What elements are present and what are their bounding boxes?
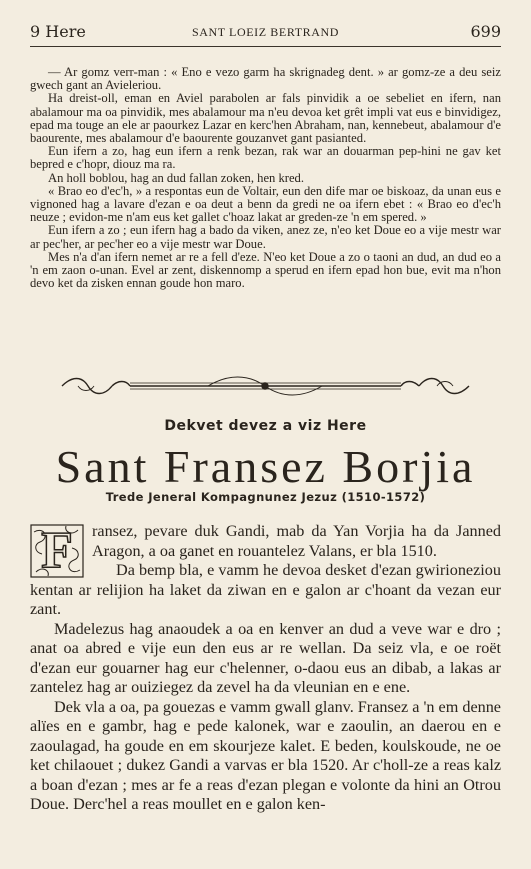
paragraph <box>30 522 501 579</box>
saint-subtitle: Trede Jeneral Kompagnunez Jezuz (1510-1572) <box>105 490 426 504</box>
month-heading: 9 Here <box>30 22 86 41</box>
dropcap <box>30 524 84 578</box>
paragraph: An holl boblou, hag an dud fallan zoken, hen kred. <box>48 170 305 185</box>
paragraph: — Ar gomz verr-man : « Eno e vezo garm ha skrignadeg dent. » ar gomz-ze a deu seiz gwech gant an Avieleriou. <box>30 65 501 93</box>
page-number: 699 <box>470 22 501 41</box>
ornamental-divider <box>58 374 473 398</box>
saint-title: Sant Fransez Borjia <box>55 441 476 492</box>
paragraph: Ha dreist-oll, eman en Aviel parabolen ar fals pinvidik a oe sebeliet en ifern, nan abalamour ma oa pinvidik, mes abalamour ma n'eu devoa ket grêt impli vat eus e binvidigez, epad ma touge an ele ar paourkez Lazar en kerc'hen Abraham, nan, kennebeut, abalamour d'e baourente, mes abalamour d'e baourente gouzanvet gant pasianted. <box>30 91 501 146</box>
header-rule <box>30 46 501 47</box>
paragraph-text: ransez, pevare duk Gandi, mab da Yan Vorjia ha da Janned Aragon, a oa ganet en rouantelez Valans, er bla 1510. <box>92 522 501 560</box>
paragraph: Da bemp bla, e vamm he devoa desket d'ezan gwirioneziou kentan ar relijion ha laket da ziwan en e galon ar c'hoant da vezan eur zant. <box>30 561 501 618</box>
paragraph: « Brao eo d'ec'h, » a respontas eun de Voltair, eun den dife mar oe biskoaz, da unan eus e vignoned hag a lavare d'ezan e oa deut a benn da gredi ne oa ifern ebet : « Brao eo d'ec'h neuze ; evidon-me n'am eus ket gallet c'hoaz lakat ar greden-ze 'n em spered. » <box>30 183 501 225</box>
paragraph: Mes n'a d'an ifern nemet ar re a fell d'eze. N'eo ket Doue a zo o taoni an dud, an dud eo a 'n em zaon o-unan. Evel ar zent, diskennomp a sperud en ifern epad hon bue, evit ma n'hon devo ket da zisken ennan goude hon maro. <box>30 249 501 291</box>
paragraph: Dek vla a oa, pa gouezas e vamm gwall glanv. Fransez a 'n em denne alïes en e gambr, hag e pede kalonek, war e zaoulin, an daerou en e zaoulagad, ha goude en em skourjeze kalet. E beden, koulskoude, ne oe ket chilaouet ; dukez Gandi a varvas er bla 1520. Ar c'holl-ze a reas kalz a boan d'ezan ; mes ar fe a reas d'ezan plegan e volonte da hini an Otrou Doue. Derc'hel a reas moullet en e galon ken- <box>30 697 501 813</box>
article-body <box>30 522 501 815</box>
paragraph: Madelezus hag anaoudek a oa en kenver an dud a veve war e dro ; anat oa abred e vije eun den eus ar re wellan. Da seiz vla, e oe roët d'ezan eur gouarner hag eur c'helenner, o-daou eus an dibab, a lakas ar zantelez hag ar ouiziegez da zevel ha da vleunian en e ene. <box>30 619 501 696</box>
dropcap-letter: F <box>41 522 73 579</box>
running-title: SANT LOEIZ BERTRAND <box>191 25 340 39</box>
previous-article-text <box>30 66 501 290</box>
paragraph: Eun ifern a zo ; eun ifern hag a bado da viken, anez ze, n'eo ket Doue eo a vije mestr war ar pec'her, ar pec'her eo a vije mestr war Doue. <box>30 223 501 251</box>
paragraph: Eun ifern a zo, hag eun ifern a renk bezan, rak war an douarman pep-hini ne gav ket bepred e c'hopr, diouz ma ra. <box>30 144 501 172</box>
page-header <box>30 22 501 44</box>
day-heading: Dekvet devez a viz Here <box>164 418 367 434</box>
